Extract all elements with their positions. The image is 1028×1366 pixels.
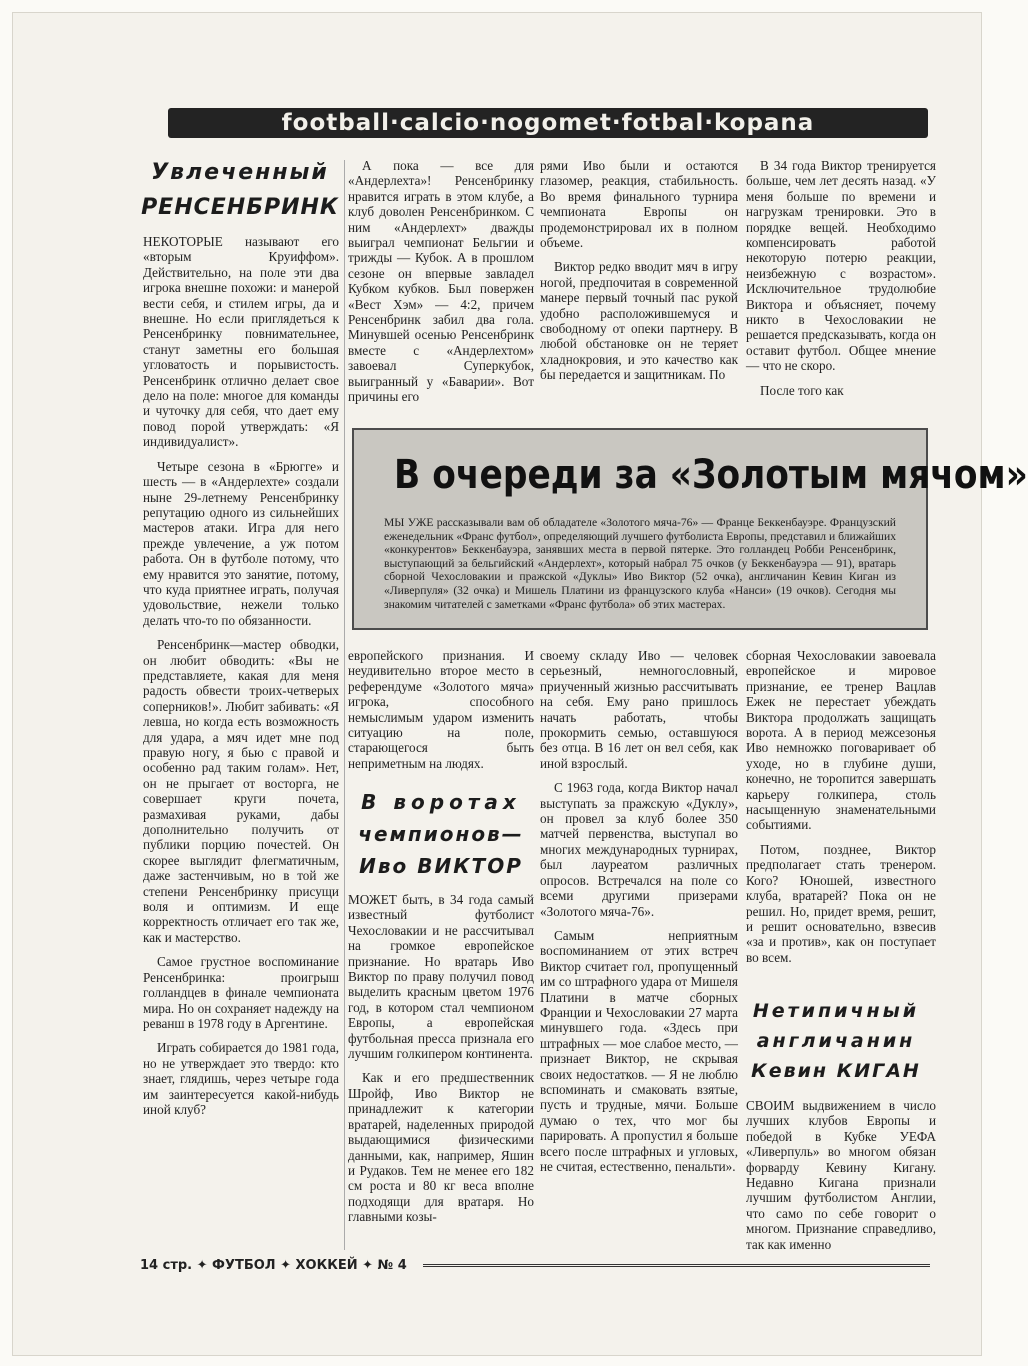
article3-headline-line1: Нетипичный — [752, 1000, 920, 1022]
article1-headline — [140, 160, 340, 220]
article2-col4-para2: Потом, позднее, Виктор предполагает стать тренером. Кого? Юношей, известного клуба, вратарей? Пока он не решил. Но, придет время, решит, и решит основательно, взвесив «за и против», как он поступает во всем. — [746, 841, 936, 965]
article2-headline-line2: чемпионов— — [358, 822, 524, 846]
footer-rule — [423, 1264, 930, 1267]
article3-headline-line2: англичанин — [756, 1030, 916, 1052]
page-footer — [140, 1256, 930, 1274]
article2-column4-top — [746, 158, 936, 408]
article2-column3 — [540, 648, 738, 1252]
article3-headline — [740, 1000, 932, 1082]
article1-column1 — [143, 234, 339, 1250]
article1-column2-bottom — [348, 648, 534, 771]
article2-col3-para2: С 1963 года, когда Виктор начал выступать за пражскую «Дуклу», он провел за клуб более 350 матчей первенства, выступал во многих международных турнирах, был лауреатом различных опросов. Встречался на поле со всеми другими призерами «Золотого мяча-76». — [540, 780, 738, 919]
article2-headline-line1: В воротах — [361, 790, 521, 814]
golden-ball-box — [352, 428, 1028, 630]
article2-col3-top-text2: Виктор редко вводит мяч в игру ногой, предпочитая в современной манере первый точный пас рукой удобно расположившемуся и свободному от опеки партнеру. В любой обстановке он не теряет хладнокровия, и это качество как бы передается и защитникам. По — [540, 259, 738, 383]
article1-para2: Четыре сезона в «Брюгге» и шесть — в «Андерлехте» создали ныне 29-летнему Ренсенбринку репутацию одного из сильнейших мастеров атаки. Игра для него прежде увлечение, а уж потом работа. Он в футболе потому, что ему нравится это занятие, потому, что куда приятнее играть, получая удовольствие, нежели только делать что-то по обязанности. — [143, 458, 339, 628]
article2-col2-para1: МОЖЕТ быть, в 34 года самый известный футболист Чехословакии и не рассчитывал на громкое европейское признание. Но вратарь Иво Виктор по праву получил повод выделить красным цветом 1976 год, в котором стал чемпионом Европы, а европейская футбольная пресса признала его лучшим голкипером континента. — [348, 892, 534, 1062]
article3-headline-line3: Кевин КИГАН — [751, 1060, 921, 1082]
article1-para5: Играть собирается до 1981 года, но не утверждает это твердо: кто знает, глядишь, через четыре года им заинтересуется какой-нибудь иной клуб? — [143, 1040, 339, 1117]
article2-column2 — [348, 892, 534, 1252]
article1-column2 — [348, 158, 534, 408]
article3-text: СВОИМ выдвижением в число лучших клубов Европы и победой в Кубке УЕФА «Ливерпуль» во многом обязан форварду Кевину Кигану. Недавно Кигана признали лучшим футболистом Англии, что само по себе говорит о многом. Признание справедливо, так как именно — [746, 1098, 936, 1252]
article1-col2-text: А пока — все для «Андерлехта»! Ренсенбринку нравится играть в этом клубе, а клуб доволен Ренсенбринком. С ним «Андерлехт» дважды выиграл чемпионат Бельгии и трижды — Кубок. А в прошлом сезоне он впервые завладел Кубком кубков. Был повержен «Вест Хэм» — 4:2, причем Ренсенбринк забил два гола. Минувшей осенью Ренсенбринк вместе с «Андерлехтом» завоевал Суперкубок, выигранный у «Баварии». Вот причины его — [348, 158, 534, 405]
article1-para3: Ренсенбринк—мастер обводки, он любит обводить: «Вы не представляете, какая для меня радость обвести троих-четверых соперников!». Любит забивать: «Я левша, но когда есть возможность для удара, а мяч идет мне под правую ногу, я бью с правой и особенно рад таким голам». Нет, он не прыгает от восторга, не совершает круги почета, размахивая руками, дабы дополнительно получить от публики порцию почестей. Он скорее выглядит флегматичным, даже застенчивым, но в той же степени Ренсенбринку присущи воля и оптимизм. И еще корректность отличает его так же, как и мастерство. — [143, 637, 339, 945]
article2-col2-para2: Как и его предшественник Шройф, Иво Виктор не принадлежит к категории вратарей, наделенных природой выдающимися физическими данными, как, например, Яшин и Рудаков. Тем не менее его 182 см роста и 80 кг веса вполне подходящи для вратаря. Но главными козы- — [348, 1070, 534, 1225]
golden-ball-intro: МЫ УЖЕ рассказывали вам об обладателе «Золотого мяча-76» — Франце Беккенбауэре. Французский еженедельник «Франс футбол», определяющий лучшего футболиста Европы, представил и ближайших «конкурентов» Беккенбауэра, занявших места в первой пятерке. Это голландец Робби Ренсенбринк, выступающий за бельгийский «Андерлехт», который набрал 75 очков (у Беккенбауэра — 91), вратарь сборной Чехословакии и пражской «Дуклы» Иво Виктор (52 очка), англичанин Кевин Киган из «Ливерпуля» (32 очка) и Мишель Платини из французского клуба «Нанси» (19 очков). Сегодня мы знакомим читателей с заметками «Франс футбола» об этих мастерах. — [384, 516, 896, 611]
article1-headline-line2: РЕНСЕНБРИНК — [141, 195, 339, 220]
sports-banner: football·calcio·nogomet·fotbal·kopana — [168, 108, 928, 138]
article1-headline-line1: Увлеченный — [151, 160, 329, 185]
footer-label: 14 стр. ✦ ФУТБОЛ ✦ ХОККЕЙ ✦ № 4 — [140, 1257, 407, 1273]
article1-para4: Самое грустное воспоминание Ренсенбринка: проигрыш голландцев в финале чемпионата мира. Но он сохраняет надежду на реванш в 1978 году в Аргентине. — [143, 954, 339, 1031]
column-divider — [344, 160, 345, 1250]
article1-para1: НЕКОТОРЫЕ называют его «вторым Круиффом». Действительно, на поле эти два игрока внешне похожи: и манерой вести себя, и стилем игры, да и внешне. Но если приглядеться к Ренсенбринку повнимательнее, станут заметны его большая угловатость и порывистость. Ренсенбринк отлично делает свое дело на поле: многое для команды и чуточку для себя, что дает ему повод порой утверждать: «Я индивидуалист». — [143, 234, 339, 450]
article1-col2-bottom-text: европейского признания. И неудивительно второе место в референдуме «Золотого мяча» игрока, способного немыслимым ударом изменить ситуацию на поле, старающегося быть неприметным на людях. — [348, 648, 534, 771]
article2-column3-top — [540, 158, 738, 408]
article2-col3-top-text: рями Иво были и остаются глазомер, реакция, стабильность. Во время финального турнира чемпионата Европы он продемонстрировал их в полном объеме. — [540, 158, 738, 251]
article2-col4-top-text: В 34 года Виктор тренируется больше, чем лет десять назад. «У меня больше по времени и нагрузкам тренировки. Это в порядке вещей. Необходимо компенсировать работой некоторую потерю реакции, неизбежную с возрастом». Исключительное трудолюбие Виктора и объясняет, почему никто в Чехословакии не решается предсказывать, когда он оставит футбол. Общее мнение — что не скоро. — [746, 158, 936, 374]
article2-col4-top-text2: После того как — [760, 382, 844, 398]
article3-column4 — [746, 1098, 936, 1252]
golden-ball-title: В очереди за «Золотым мячом» — [394, 452, 1028, 498]
article2-column4 — [746, 648, 936, 984]
article2-col3-para3: Самым неприятным воспоминанием от этих встреч Виктор считает гол, пропущенный им со штрафного удара от Мишеля Платини в матче сборных Франции и Чехословакии 27 марта минувшего года. «Здесь при штрафных — мое слабое место, — признает Виктор, не скрывая своих недостатков. — Я не люблю вспоминать и смаковать взятые, пусть и трудные, мячи. Больше думаю о тех, что мог бы парировать. А пропустил я больше всего после штрафных и угловых, не считая, естественно, пенальти». — [540, 927, 738, 1174]
article2-col4-para1: сборная Чехословакии завоевала европейское и мировое признание, ее тренер Вацлав Ежек не перестает убеждать Виктора продолжать защищать ворота. А в период межсезонья Иво немножко поговаривает об уходе, но в глубине души, конечно, не торопится завершать карьеру голкипера, столь насыщенную знаменательными событиями. — [746, 648, 936, 833]
article2-headline — [346, 790, 536, 878]
article2-col3-para1: своему складу Иво — человек серьезный, немногословный, приученный жизнью рассчитывать на себя. Ему рано пришлось начать работать, чтобы прокормить семью, оставшуюся без отца. В 16 лет он вел себя, как иной взрослый. — [540, 648, 738, 771]
article2-headline-line3: Иво ВИКТОР — [359, 854, 523, 878]
